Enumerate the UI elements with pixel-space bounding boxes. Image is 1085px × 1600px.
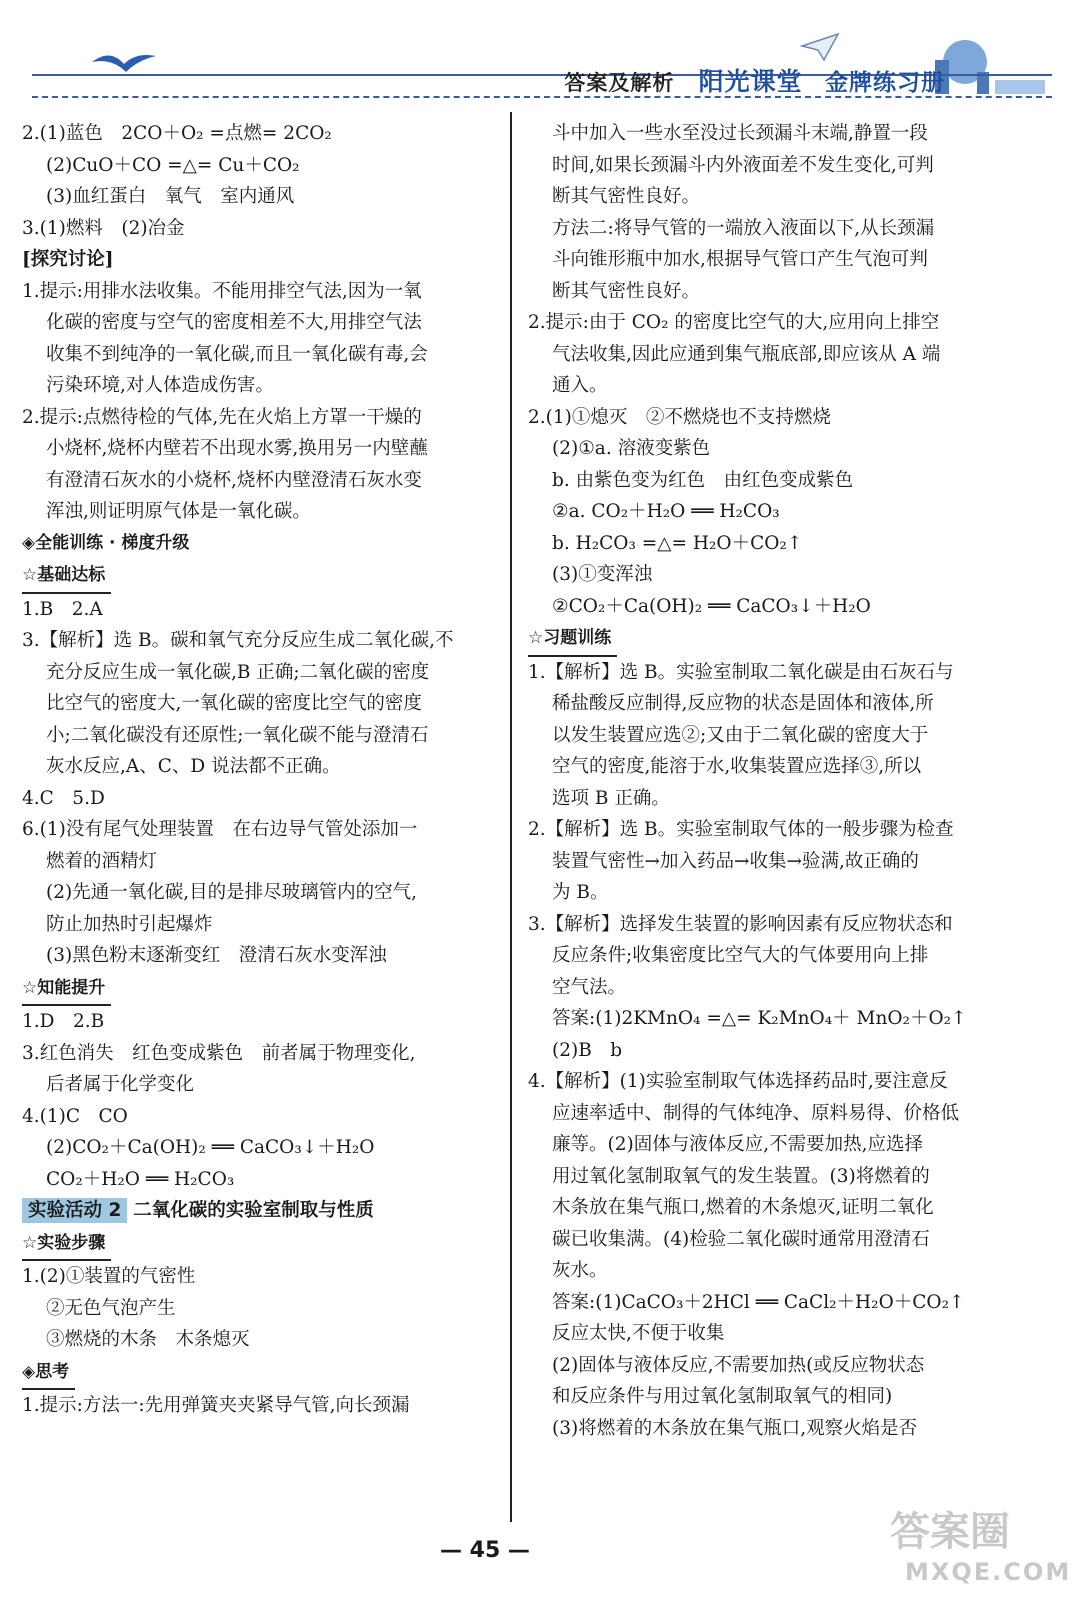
text-line: (3)血红蛋白 氧气 室内通风 bbox=[46, 186, 295, 207]
text-line: 和反应条件与用过氧化氢制取氧气的相同) bbox=[552, 1386, 893, 1407]
brand-label: 阳光课堂 bbox=[698, 67, 803, 96]
watermark-logo-text: 答案圈 bbox=[890, 1509, 1010, 1555]
text-line: 充分反应生成一氧化碳,B 正确;二氧化碳的密度 bbox=[46, 661, 430, 683]
text-line: (2)CO₂＋Ca(OH)₂ ══ CaCO₃↓＋H₂O bbox=[46, 1137, 375, 1158]
text-line: 斗中加入一些水至没过长颈漏斗末端,静置一段 bbox=[552, 123, 928, 144]
text-line: (2)CuO＋CO =△= Cu＋CO₂ bbox=[46, 154, 300, 176]
text-line: (2)先通一氧化碳,目的是排尽玻璃管内的空气, bbox=[46, 882, 417, 903]
section-heading: ◈全能训练 · 梯度升级 bbox=[22, 532, 190, 553]
bird-icon bbox=[90, 42, 160, 82]
header-title bbox=[564, 62, 945, 98]
text-line: 1.D 2.B bbox=[22, 1011, 105, 1032]
text-line: 3.(1)燃料 (2)冶金 bbox=[22, 217, 185, 239]
text-line: ②无色气泡产生 bbox=[46, 1297, 176, 1319]
text-line: 方法二:将导气管的一端放入液面以下,从长颈漏 bbox=[552, 217, 935, 239]
column-divider bbox=[510, 112, 512, 1522]
right-column bbox=[528, 118, 1048, 1444]
text-line: 小烧杯,烧杯内壁若不出现水雾,换用另一内壁蘸 bbox=[46, 438, 428, 459]
text-line: 空气法。 bbox=[552, 976, 627, 998]
text-line: 燃着的酒精灯 bbox=[46, 850, 158, 872]
text-line: 以发生装置应选②;又由于二氧化碳的密度大于 bbox=[552, 724, 929, 746]
text-line: 答案:(1)2KMnO₄ =△= K₂MnO₄＋ MnO₂＋O₂↑ bbox=[552, 1008, 967, 1029]
text-line: (2)固体与液体反应,不需要加热(或反应物状态 bbox=[552, 1354, 925, 1376]
text-line: 反应太快,不便于收集 bbox=[552, 1323, 725, 1344]
text-line: 木条放在集气瓶口,燃着的木条熄灭,证明二氧化 bbox=[552, 1197, 934, 1218]
text-line: (2)B b bbox=[552, 1039, 623, 1061]
text-line: 灰水。 bbox=[552, 1260, 608, 1281]
text-line: 气法收集,因此应通到集气瓶底部,即应该从 A 端 bbox=[552, 343, 941, 365]
text-line: 化碳的密度与空气的密度相差不大,用排空气法 bbox=[46, 312, 422, 333]
text-line: 1.(2)①装置的气密性 bbox=[22, 1266, 196, 1287]
watermark-url: MXQE.COM bbox=[905, 1558, 1072, 1586]
text-line: 收集不到纯净的一氧化碳,而且一氧化碳有毒,会 bbox=[46, 343, 428, 365]
text-line: b. 由紫色变为红色 由红色变成紫色 bbox=[552, 469, 854, 491]
text-line: 时间,如果长颈漏斗内外液面差不发生变化,可判 bbox=[552, 154, 934, 176]
text-line: 污染环境,对人体造成伤害。 bbox=[46, 375, 274, 396]
text-line: 防止加热时引起爆炸 bbox=[46, 913, 213, 935]
text-line: 1.提示:用排水法收集。不能用排空气法,因为一氧 bbox=[22, 280, 422, 302]
text-line: 灰水反应,A、C、D 说法都不正确。 bbox=[46, 756, 341, 777]
text-line: 选项 B 正确。 bbox=[552, 787, 670, 809]
subsection-heading: ☆实验步骤 bbox=[22, 1228, 111, 1262]
text-line: 1.B 2.A bbox=[22, 598, 103, 620]
text-line: 斗向锥形瓶中加水,根据导气管口产生气泡可判 bbox=[552, 249, 928, 270]
answer-label: 答案及解析 bbox=[564, 71, 675, 95]
text-line: 后者属于化学变化 bbox=[46, 1074, 195, 1095]
text-line: ②CO₂＋Ca(OH)₂ ══ CaCO₃↓＋H₂O bbox=[552, 595, 871, 617]
text-line: 浑浊,则证明原气体是一氧化碳。 bbox=[46, 501, 311, 522]
text-line: 4.【解析】(1)实验室制取气体选择药品时,要注意反 bbox=[528, 1071, 948, 1092]
text-line: ③燃烧的木条 木条熄灭 bbox=[46, 1329, 250, 1350]
text-line: 应速率适中、制得的气体纯净、原料易得、价格低 bbox=[552, 1102, 960, 1124]
text-line: 装置气密性→加入药品→收集→验满,故正确的 bbox=[552, 850, 919, 872]
text-line: (2)①a. 溶液变紫色 bbox=[552, 438, 711, 459]
watermark bbox=[870, 1500, 1070, 1595]
text-line: b. H₂CO₃ =△= H₂O＋CO₂↑ bbox=[552, 532, 803, 554]
text-line: 反应条件;收集密度比空气大的气体要用向上排 bbox=[552, 945, 929, 966]
paper-plane-icon bbox=[800, 32, 840, 62]
text-line: 2.(1)①熄灭 ②不燃烧也不支持燃烧 bbox=[528, 406, 831, 428]
text-line: 小;二氧化碳没有还原性;一氧化碳不能与澄清石 bbox=[46, 724, 429, 746]
text-line: 为 B。 bbox=[552, 882, 609, 903]
text-line: 断其气密性良好。 bbox=[552, 186, 701, 207]
text-line: 3.【解析】选择发生装置的影响因素有反应物状态和 bbox=[528, 913, 953, 935]
text-line: CO₂＋H₂O ══ H₂CO₃ bbox=[46, 1168, 235, 1190]
subsection-heading: ☆知能提升 bbox=[22, 973, 111, 1007]
text-line: 2.提示:由于 CO₂ 的密度比空气的大,应用向上排空 bbox=[528, 312, 940, 333]
text-line: 3.红色消失 红色变成紫色 前者属于物理变化, bbox=[22, 1042, 416, 1064]
experiment-title: 二氧化碳的实验室制取与性质 bbox=[133, 1200, 374, 1221]
text-line: 3.【解析】选 B。碳和氧气充分反应生成二氧化碳,不 bbox=[22, 630, 454, 651]
text-line: 碳已收集满。(4)检验二氧化碳时通常用澄清石 bbox=[552, 1228, 930, 1250]
subsection-heading: ☆基础达标 bbox=[22, 560, 111, 594]
text-line: 1.提示:方法一:先用弹簧夹夹紧导气管,向长颈漏 bbox=[22, 1395, 410, 1416]
book-label: 金牌练习册 bbox=[825, 70, 945, 96]
text-line: 6.(1)没有尾气处理装置 在右边导气管处添加一 bbox=[22, 819, 418, 840]
text-line: (3)将燃着的木条放在集气瓶口,观察火焰是否 bbox=[552, 1417, 918, 1439]
text-line: 4.C 5.D bbox=[22, 787, 105, 809]
text-line: (3)黑色粉末逐渐变红 澄清石灰水变浑浊 bbox=[46, 945, 387, 966]
text-line: (3)①变浑浊 bbox=[552, 564, 653, 585]
subsection-heading: ◈思考 bbox=[22, 1357, 75, 1391]
text-line: 答案:(1)CaCO₃＋2HCl ══ CaCl₂＋H₂O＋CO₂↑ bbox=[552, 1291, 965, 1313]
experiment-badge: 实验活动 2 bbox=[22, 1198, 127, 1223]
text-line: 空气的密度,能溶于水,收集装置应选择③,所以 bbox=[552, 756, 922, 777]
text-line: 有澄清石灰水的小烧杯,烧杯内壁澄清石灰水变 bbox=[46, 469, 422, 491]
text-line: 比空气的密度大,一氧化碳的密度比空气的密度 bbox=[46, 693, 422, 714]
text-line: 用过氧化氢制取氧气的发生装置。(3)将燃着的 bbox=[552, 1165, 930, 1187]
text-line: 断其气密性良好。 bbox=[552, 280, 701, 302]
text-line: ②a. CO₂＋H₂O ══ H₂CO₃ bbox=[552, 501, 780, 522]
experiment-heading bbox=[22, 1195, 502, 1227]
text-line: 稀盐酸反应制得,反应物的状态是固体和液体,所 bbox=[552, 693, 934, 714]
page-header bbox=[20, 40, 1065, 110]
text-line: 廉等。(2)固体与液体反应,不需要加热,应选择 bbox=[552, 1134, 923, 1155]
text-line: 通入。 bbox=[552, 375, 608, 396]
left-column bbox=[22, 118, 502, 1422]
text-line: 4.(1)C CO bbox=[22, 1105, 128, 1127]
text-line: 1.【解析】选 B。实验室制取二氧化碳是由石灰石与 bbox=[528, 661, 954, 683]
section-heading: [探究讨论] bbox=[22, 249, 114, 270]
subsection-heading: ☆习题训练 bbox=[528, 623, 617, 657]
text-line: 2.【解析】选 B。实验室制取气体的一般步骤为检查 bbox=[528, 819, 954, 840]
page-number: — 45 — bbox=[440, 1538, 530, 1563]
text-line: 2.提示:点燃待检的气体,先在火焰上方罩一干燥的 bbox=[22, 406, 422, 428]
text-line: 2.(1)蓝色 2CO＋O₂ =点燃= 2CO₂ bbox=[22, 123, 332, 144]
